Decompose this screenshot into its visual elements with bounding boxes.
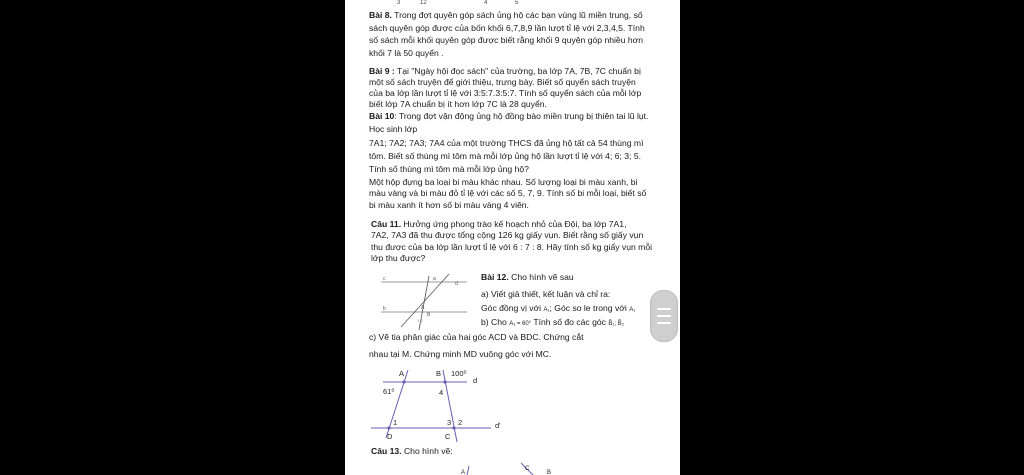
cau11-label: Câu 11. xyxy=(371,219,402,229)
bai9-line: một số sách truyện để giới thiệu, trưng bày. Biết số quyển sách truyện xyxy=(369,77,636,87)
svg-text:a: a xyxy=(433,276,436,282)
angle-a-label: 61⁰ xyxy=(383,387,395,396)
cau13-line: Câu 13. Cho hình vẽ: xyxy=(371,446,453,456)
bottom-c-label: C xyxy=(525,466,530,472)
line-d-label: d xyxy=(473,376,478,385)
geometry-figure xyxy=(355,362,515,446)
handle-grip-icon xyxy=(657,308,671,310)
angle-4-label: 4 xyxy=(439,388,444,397)
cau13-label: Câu 13. xyxy=(371,446,402,456)
cau11-line: thu được của ba lớp lần lượt tỉ lệ với 6 : 7 : 8. Hãy tính số kg giấy vụn mỗi xyxy=(371,242,653,252)
symbol-a1: A₁ xyxy=(629,307,636,313)
bottom-figure xyxy=(455,460,565,475)
svg-text:B: B xyxy=(427,312,431,318)
handle-grip-icon xyxy=(657,315,671,317)
angle-1-label: 1 xyxy=(393,418,398,427)
angle-b-label: 100⁰ xyxy=(451,369,467,378)
handle-grip-icon xyxy=(657,322,671,324)
bai8-line: số sách mỗi khối quyên góp được biết rằng khối 9 quyên góp nhiều hơn xyxy=(369,35,644,45)
document-page xyxy=(345,0,680,475)
bai12-label: Bài 12. xyxy=(481,272,509,282)
bai9-line: của ba lớp lần lượt tỉ lệ với 3:5:7.3:5:7. Tính số quyển sách của mỗi lớp xyxy=(369,88,642,98)
fragment: 4 xyxy=(484,0,488,6)
bai12-a: a) Viết giả thiết, kết luận và chỉ ra: xyxy=(481,289,611,299)
bai12-line2: Góc đồng vị với A₁; Góc so le trong với A₁ xyxy=(481,303,636,313)
svg-text:A: A xyxy=(421,305,425,311)
point-a-label: A xyxy=(399,369,405,378)
bai12-figure xyxy=(369,272,474,332)
bai12-c-line: c) Vẽ tia phân giác của hai góc ACD và BDC. Chứng cắt xyxy=(369,332,584,342)
svg-text:d: d xyxy=(455,281,458,287)
point-b-label: B xyxy=(436,369,442,378)
symbol-b1b2: B̂₁; B̂₂ xyxy=(608,321,625,327)
fragment: 12 xyxy=(420,0,427,6)
svg-text:c: c xyxy=(383,276,386,282)
point-c-label: C xyxy=(445,432,451,441)
fragment: 5 xyxy=(515,0,519,6)
marbles-line: Một hộp đựng ba loại bi màu khác nhau. Số lượng loại bi màu xanh, bi xyxy=(369,177,638,187)
bai8-line: khối 7 là 50 quyển . xyxy=(369,48,444,58)
bai9-line: Bài 9 : Tại "Ngày hội đọc sách" của trường, ba lớp 7A, 7B, 7C chuẩn bị xyxy=(369,66,641,76)
line-dprime-label: d' xyxy=(495,421,501,430)
bai8-line: sách quyên góp được của bốn khối 6,7,8,9 lần lượt tỉ lệ với 2,3,4,5. Tính xyxy=(369,22,645,33)
bai12-title: Bài 12. Cho hình vẽ sau xyxy=(481,272,574,282)
scroll-handle[interactable] xyxy=(650,290,678,342)
cau11-line: 7A2, 7A3 đã thu được tổng cộng 126 kg giấy vụn. Biết rằng số giấy vụn xyxy=(371,230,644,240)
bai9-line: biết lớp 7A chuẩn bị ít hơn lớp 7C là 28 quyển. xyxy=(369,99,547,109)
bai10-line: 7A1; 7A2; 7A3; 7A4 của một trường THCS đã ủng hộ tất cả 54 thùng mì xyxy=(369,138,644,148)
point-d-label: D xyxy=(387,432,393,441)
angle-3-label: 3 xyxy=(447,418,452,427)
bottom-b-label: B xyxy=(547,470,552,475)
bai8-line: Bài 8. Trong đợt quyên góp sách ủng hộ các bạn vùng lũ miền trung, số xyxy=(369,10,643,20)
fragment: 3 xyxy=(397,0,401,6)
symbol-a1: A₁ xyxy=(543,307,550,313)
marbles-line: màu vàng và bi màu đỏ tỉ lệ với các số 5, 7, 9. Tính số bi mỗi loại, biết số xyxy=(369,188,647,198)
bai10-label: Bài 10 xyxy=(369,111,395,121)
bai12-line3: b) Cho A₁ = 60° Tính số đo các góc B̂₁; B̂₂ xyxy=(481,317,625,327)
bai10-line: Bài 10: Trong đợt vận động ủng hộ đồng bào miền trung bị thiên tai lũ lụt. xyxy=(369,111,649,121)
svg-text:b: b xyxy=(383,306,386,312)
bottom-a-label: A xyxy=(461,470,466,475)
bai10-line: tôm. Biết số thùng mì tôm mà mỗi lớp ủng hộ lần lượt tỉ lệ với 4; 6; 3; 5. xyxy=(369,151,641,161)
bai9-label: Bài 9 : xyxy=(369,66,395,76)
svg-text:1 2: 1 2 xyxy=(417,318,423,323)
cau11-line: Câu 11. Hưởng ứng phong trào kế hoạch nhỏ của Đội, ba lớp 7A1, xyxy=(371,219,627,229)
angle-2-label: 2 xyxy=(458,418,463,427)
bai8-label: Bài 8. xyxy=(369,10,392,20)
bai12-c-line: nhau tại M. Chứng minh MD vuông góc với MC. xyxy=(369,349,552,359)
symbol-a1-60: A₁ = 60° xyxy=(509,321,532,327)
bai10-line: Tính số thùng mì tôm mà mỗi lớp ủng hộ? xyxy=(369,164,529,174)
cau11-line: lớp thu được? xyxy=(371,253,426,263)
bai10-line: Học sinh lớp xyxy=(369,124,418,134)
marbles-line: bi màu xanh ít hơn số bi màu vàng 4 viên. xyxy=(369,200,529,210)
